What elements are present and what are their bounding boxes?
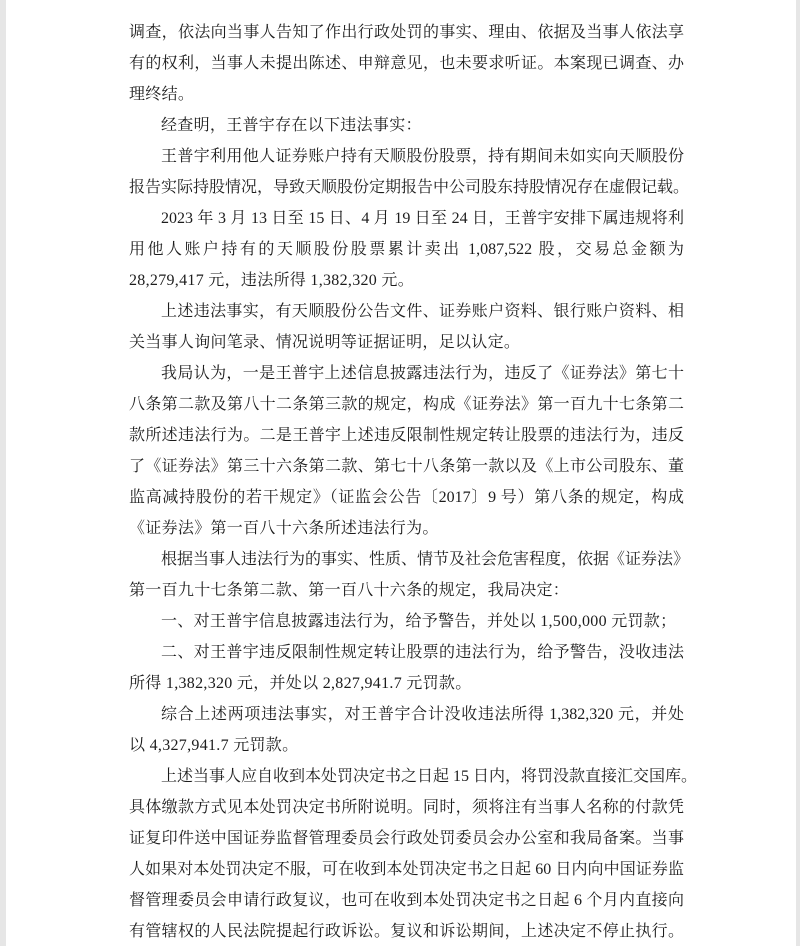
paragraph-p5 [129, 296, 684, 358]
text-line: 所得 1,382,320 元，并处以 2,827,941.7 元罚款。 [129, 675, 472, 692]
text-line: 28,279,417 元，违法所得 1,382,320 元。 [129, 272, 414, 289]
paragraph-p1 [129, 17, 684, 110]
text-line: 监高减持股份的若干规定》（证监会公告〔2017〕9 号）第八条的规定，构成 [129, 489, 684, 506]
text-line: 督管理委员会申请行政复议，也可在收到本处罚决定书之日起 6 个月内直接向 [129, 892, 684, 909]
text-line: 款所述违法行为。二是王普宇上述违反限制性规定转让股票的违法行为，违反 [129, 427, 684, 444]
text-line: 用他人账户持有的天顺股份股票累计卖出 1,087,522 股，交易总金额为 [129, 241, 684, 258]
text-line: 二、对王普宇违反限制性规定转让股票的违法行为，给予警告，没收违法 [161, 644, 684, 661]
text-line: 上述违法事实，有天顺股份公告文件、证券账户资料、银行账户资料、相 [161, 303, 684, 320]
text-line: 报告实际持股情况，导致天顺股份定期报告中公司股东持股情况存在虚假记载。 [129, 179, 690, 196]
document-body [129, 17, 698, 947]
text-line: 调查，依法向当事人告知了作出行政处罚的事实、理由、依据及当事人依法享 [129, 24, 684, 41]
paragraph-p4 [129, 203, 684, 296]
paragraph-p2 [129, 110, 684, 141]
paragraph-p3 [129, 141, 690, 203]
text-line: 了《证券法》第三十六条第二款、第七十八条第一款以及《上市公司股东、董 [129, 458, 684, 475]
paragraph-p6 [129, 358, 684, 544]
text-line: 经查明，王普宇存在以下违法事实： [161, 117, 422, 134]
text-line: 一、对王普宇信息披露违法行为，给予警告，并处以 1,500,000 元罚款； [161, 613, 677, 630]
paragraph-p9 [129, 637, 684, 699]
text-line: 有管辖权的人民法院提起行政诉讼。复议和诉讼期间，上述决定不停止执行。 [129, 923, 684, 940]
text-line: 综合上述两项违法事实，对王普宇合计没收违法所得 1,382,320 元，并处 [161, 706, 684, 723]
text-line: 《证券法》第一百八十六条所述违法行为。 [129, 520, 439, 537]
paragraph-p10 [129, 699, 684, 761]
text-line: 以 4,327,941.7 元罚款。 [129, 737, 299, 754]
text-line: 八条第二款及第八十二条第三款的规定，构成《证券法》第一百九十七条第二 [129, 396, 684, 413]
text-line: 王普宇利用他人证券账户持有天顺股份股票，持有期间未如实向天顺股份 [161, 148, 684, 165]
text-line: 我局认为，一是王普宇上述信息披露违法行为，违反了《证券法》第七十 [161, 365, 684, 382]
text-line: 证复印件送中国证券监督管理委员会行政处罚委员会办公室和我局备案。当事 [129, 830, 684, 847]
text-line: 关当事人询问笔录、情况说明等证据证明，足以认定。 [129, 334, 521, 351]
text-line: 具体缴款方式见本处罚决定书所附说明。同时，须将注有当事人名称的付款凭 [129, 799, 684, 816]
document-page [6, 0, 796, 946]
text-line: 人如果对本处罚决定不服，可在收到本处罚决定书之日起 60 日内向中国证券监 [129, 861, 684, 878]
viewer-right-margin [796, 0, 800, 946]
text-line: 第一百九十七条第二款、第一百八十六条的规定，我局决定： [129, 582, 570, 599]
text-line: 根据当事人违法行为的事实、性质、情节及社会危害程度，依据《证券法》 [161, 551, 690, 568]
paragraph-p11 [129, 761, 698, 947]
text-line: 2023 年 3 月 13 日至 15 日、4 月 19 日至 24 日，王普宇安排下属违规将利 [161, 210, 684, 227]
text-line: 理终结。 [129, 86, 195, 103]
paragraph-p7 [129, 544, 690, 606]
paragraph-p8 [129, 606, 684, 637]
text-line: 上述当事人应自收到本处罚决定书之日起 15 日内，将罚没款直接汇交国库。 [161, 768, 698, 785]
text-line: 有的权利，当事人未提出陈述、申辩意见，也未要求听证。本案现已调查、办 [129, 55, 684, 72]
